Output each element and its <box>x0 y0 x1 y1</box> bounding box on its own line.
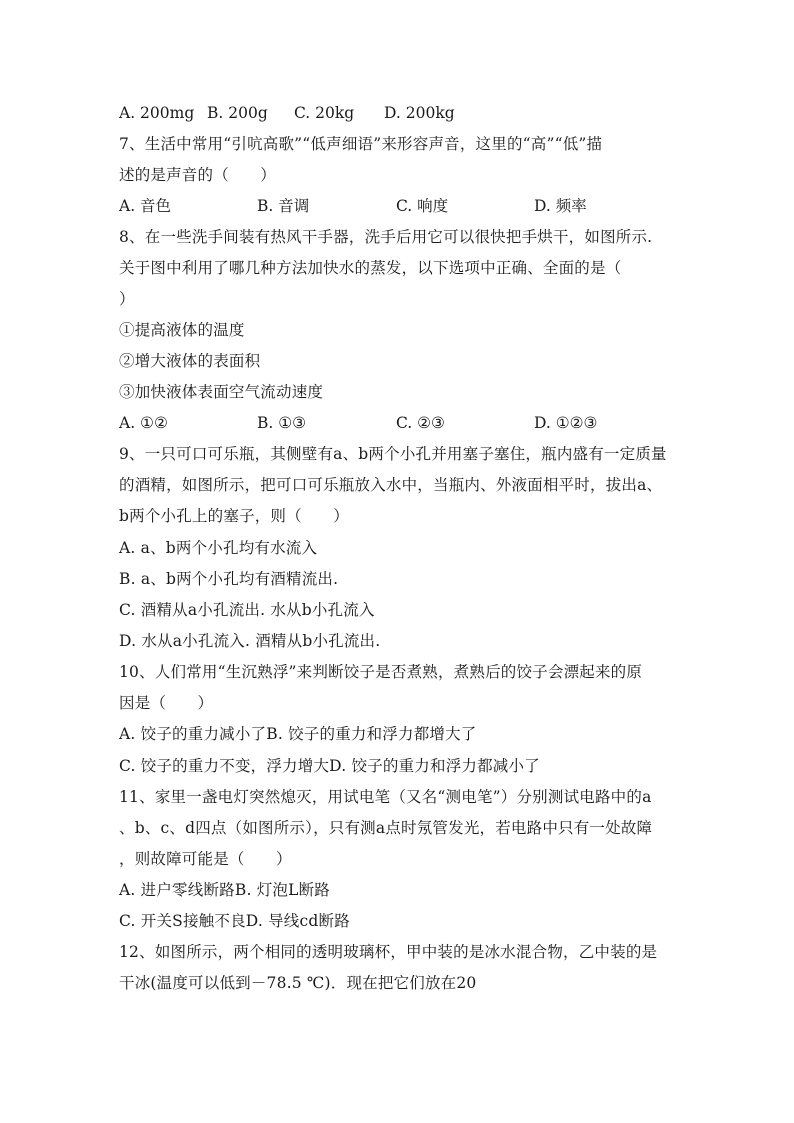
q8-option-a: A. ①② <box>119 414 168 432</box>
q7-stem-line-2: 述的是声音的（ ） <box>119 166 277 184</box>
q9-option-a: A. a、b两个小孔均有水流入 <box>119 539 318 557</box>
q10-option-ab: A. 饺子的重力减小了B. 饺子的重力和浮力都增大了 <box>119 725 477 743</box>
q12-stem-line-1: 12、如图所示，两个相同的透明玻璃杯，甲中装的是冰水混合物，乙中装的是 <box>119 943 658 961</box>
q8-stem-line-2: 关于图中利用了哪几种方法加快水的蒸发，以下选项中正确、全面的是（ <box>119 259 622 277</box>
q6-option-c: C. 20kg <box>294 104 355 122</box>
q7-options <box>119 195 679 217</box>
q8-option-c: C. ②③ <box>396 414 445 432</box>
q6-option-a: A. 200mg <box>119 104 195 122</box>
q8-option-d: D. ①②③ <box>534 414 598 432</box>
q11-stem-line-1: 11、家里一盏电灯突然熄灭，用试电笔（又名“测电笔”）分别测试电路中的a <box>119 788 652 806</box>
q9-stem-line-3: b两个小孔上的塞子，则（ ） <box>119 507 349 525</box>
q7-option-a: A. 音色 <box>119 197 172 215</box>
q11-stem-line-2: 、b、c、d四点（如图所示），只有测a点时氖管发光，若电路中只有一处故障 <box>119 819 653 837</box>
q9-option-c: C. 酒精从a小孔流出. 水从b小孔流入 <box>119 601 375 619</box>
q7-option-c: C. 响度 <box>396 197 449 215</box>
q12-stem-line-2: 干冰(温度可以低到－78.5 ℃)．现在把它们放在20 <box>119 974 477 992</box>
q7-stem-line-1: 7、生活中常用“引吭高歌”“低声细语”来形容声音，这里的“高”“低”描 <box>119 135 603 153</box>
q10-option-cd: C. 饺子的重力不变，浮力增大D. 饺子的重力和浮力都减小了 <box>119 757 540 775</box>
q6-option-b: B. 200g <box>207 104 268 122</box>
q6-option-d: D. 200kg <box>384 104 455 122</box>
q7-option-b: B. 音调 <box>257 197 310 215</box>
q10-stem-line-1: 10、人们常用“生沉熟浮”来判断饺子是否煮熟，煮熟后的饺子会漂起来的原 <box>119 663 643 681</box>
q9-stem-line-2: 的酒精，如图所示，把可口可乐瓶放入水中，当瓶内、外液面相平时，拔出a、 <box>119 476 663 494</box>
q9-option-d: D. 水从a小孔流入. 酒精从b小孔流出. <box>119 632 381 650</box>
q10-stem-line-2: 因是（ ） <box>119 694 214 712</box>
q11-option-ab: A. 进户零线断路B. 灯泡L断路 <box>119 881 330 899</box>
q9-option-b: B. a、b两个小孔均有酒精流出. <box>119 570 339 588</box>
q11-option-cd: C. 开关S接触不良D. 导线cd断路 <box>119 912 350 930</box>
q8-options <box>119 412 679 434</box>
q11-stem-line-3: ，则故障可能是（ ） <box>119 850 292 868</box>
q8-option-b: B. ①③ <box>257 414 307 432</box>
q6-options <box>119 102 679 124</box>
q8-item-3: ③加快液体表面空气流动速度 <box>119 383 324 401</box>
q7-option-d: D. 频率 <box>534 197 587 215</box>
q8-stem-line-1: 8、在一些洗手间装有热风干手器，洗手后用它可以很快把手烘干，如图所示. <box>119 228 653 246</box>
q8-item-2: ②增大液体的表面积 <box>119 352 261 370</box>
q8-stem-line-3: ） <box>119 290 135 308</box>
q9-stem-line-1: 9、一只可口可乐瓶，其侧壁有a、b两个小孔并用塞子塞住，瓶内盛有一定质量 <box>119 445 667 463</box>
q8-item-1: ①提高液体的温度 <box>119 321 245 339</box>
